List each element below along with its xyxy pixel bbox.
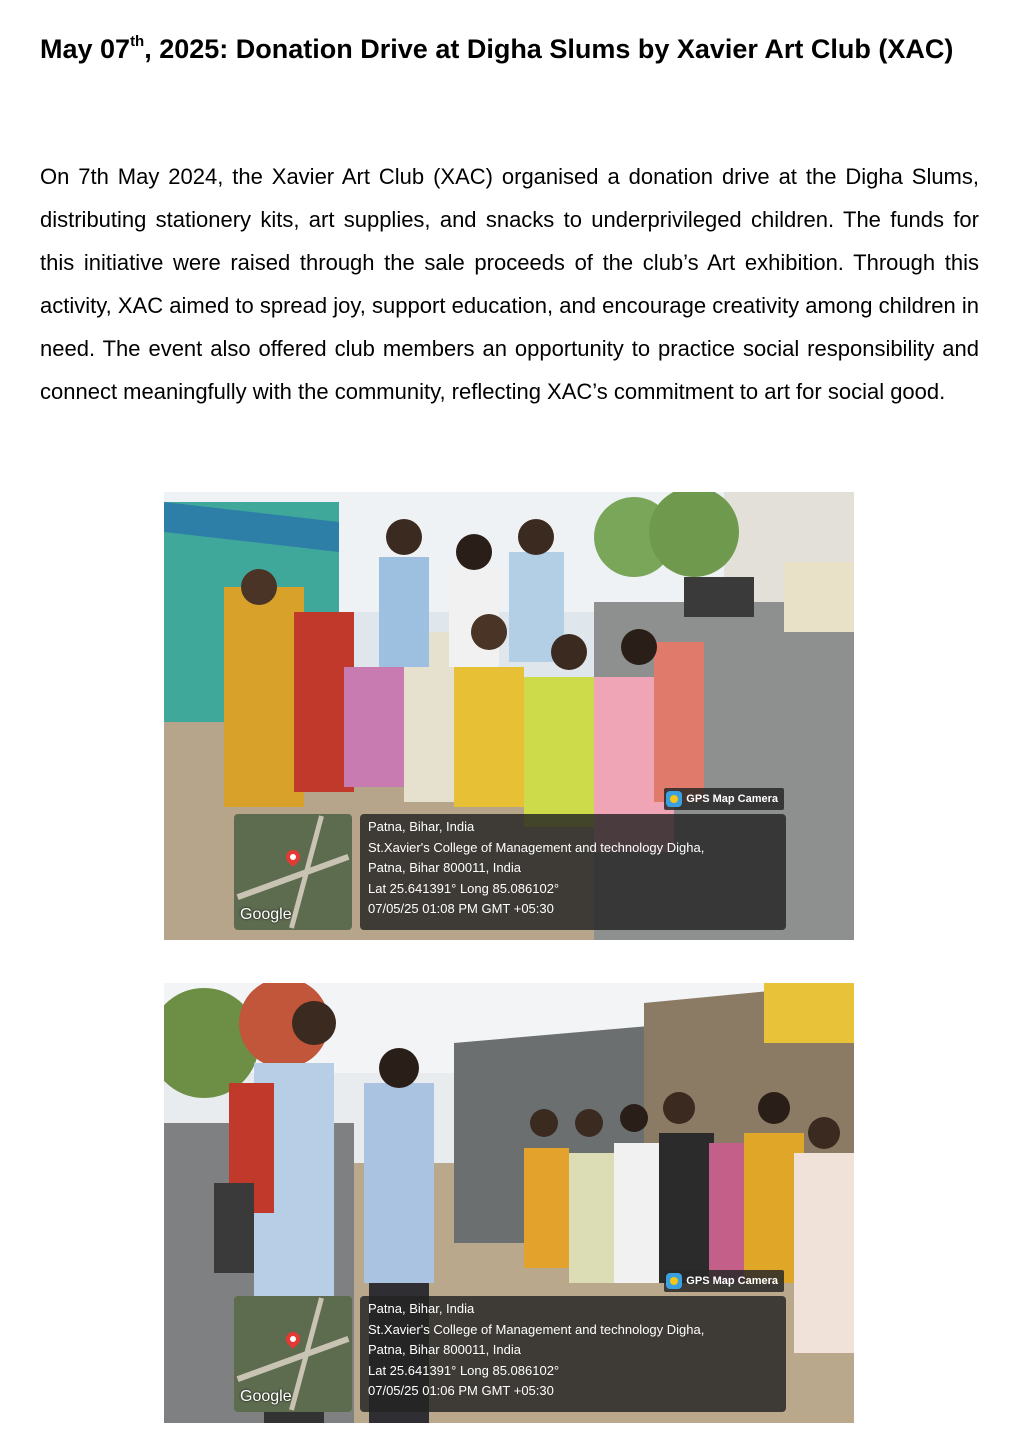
location-coords: Lat 25.641391° Long 85.086102°: [368, 880, 560, 896]
gps-camera-label: GPS Map Camera: [686, 793, 778, 805]
event-photo-distribution: [164, 983, 854, 1423]
map-thumbnail: [234, 1296, 352, 1412]
location-timestamp: 07/05/25 01:06 PM GMT +05:30: [368, 1383, 554, 1398]
location-address-line2: Patna, Bihar 800011, India: [368, 1342, 521, 1357]
gps-camera-tag: [664, 1270, 784, 1292]
gps-camera-icon: [666, 791, 682, 807]
title-text: , 2025: Donation Drive at Digha Slums by Xavier Art Club (XAC): [144, 34, 954, 64]
page-title: [40, 28, 980, 70]
location-place: Patna, Bihar, India: [368, 819, 475, 834]
geotag-overlay: [234, 814, 786, 930]
map-pin-icon: [283, 1329, 303, 1349]
gps-camera-label: GPS Map Camera: [686, 1275, 778, 1287]
location-address-line1: St.Xavier's College of Management and technology Digha,: [368, 839, 705, 855]
gps-camera-icon: [666, 1273, 682, 1289]
gps-camera-tag: [664, 788, 784, 810]
geotag-overlay: [234, 1296, 786, 1412]
map-pin-icon: [283, 847, 303, 867]
location-timestamp: 07/05/25 01:08 PM GMT +05:30: [368, 901, 554, 916]
google-logo: Google: [240, 906, 292, 923]
location-info: [360, 1296, 786, 1412]
location-address-line2: Patna, Bihar 800011, India: [368, 860, 521, 875]
title-date-suffix: th: [130, 33, 145, 50]
location-place: Patna, Bihar, India: [368, 1301, 475, 1316]
location-address-line1: St.Xavier's College of Management and technology Digha,: [368, 1321, 705, 1337]
event-photo-group: [164, 492, 854, 940]
body-paragraph: On 7th May 2024, the Xavier Art Club (XAC) organised a donation drive at the Digha Slums, distributing stationery kits, art supplies, and snacks to underprivileged children. The funds for this initiative were raised through the sale proceeds of the club’s Art exhibition. Through this activity, XAC aimed to spread joy, support education, and encourage creativity among children in need. The event also offered club members an opportunity to practice social responsibility and connect meaningfully with the community, reflecting XAC’s commitment to art for social good.: [40, 164, 979, 404]
location-coords: Lat 25.641391° Long 85.086102°: [368, 1362, 560, 1378]
google-logo: Google: [240, 1388, 292, 1405]
title-date: May 07: [40, 34, 131, 64]
location-info: [360, 814, 786, 930]
map-thumbnail: [234, 814, 352, 930]
